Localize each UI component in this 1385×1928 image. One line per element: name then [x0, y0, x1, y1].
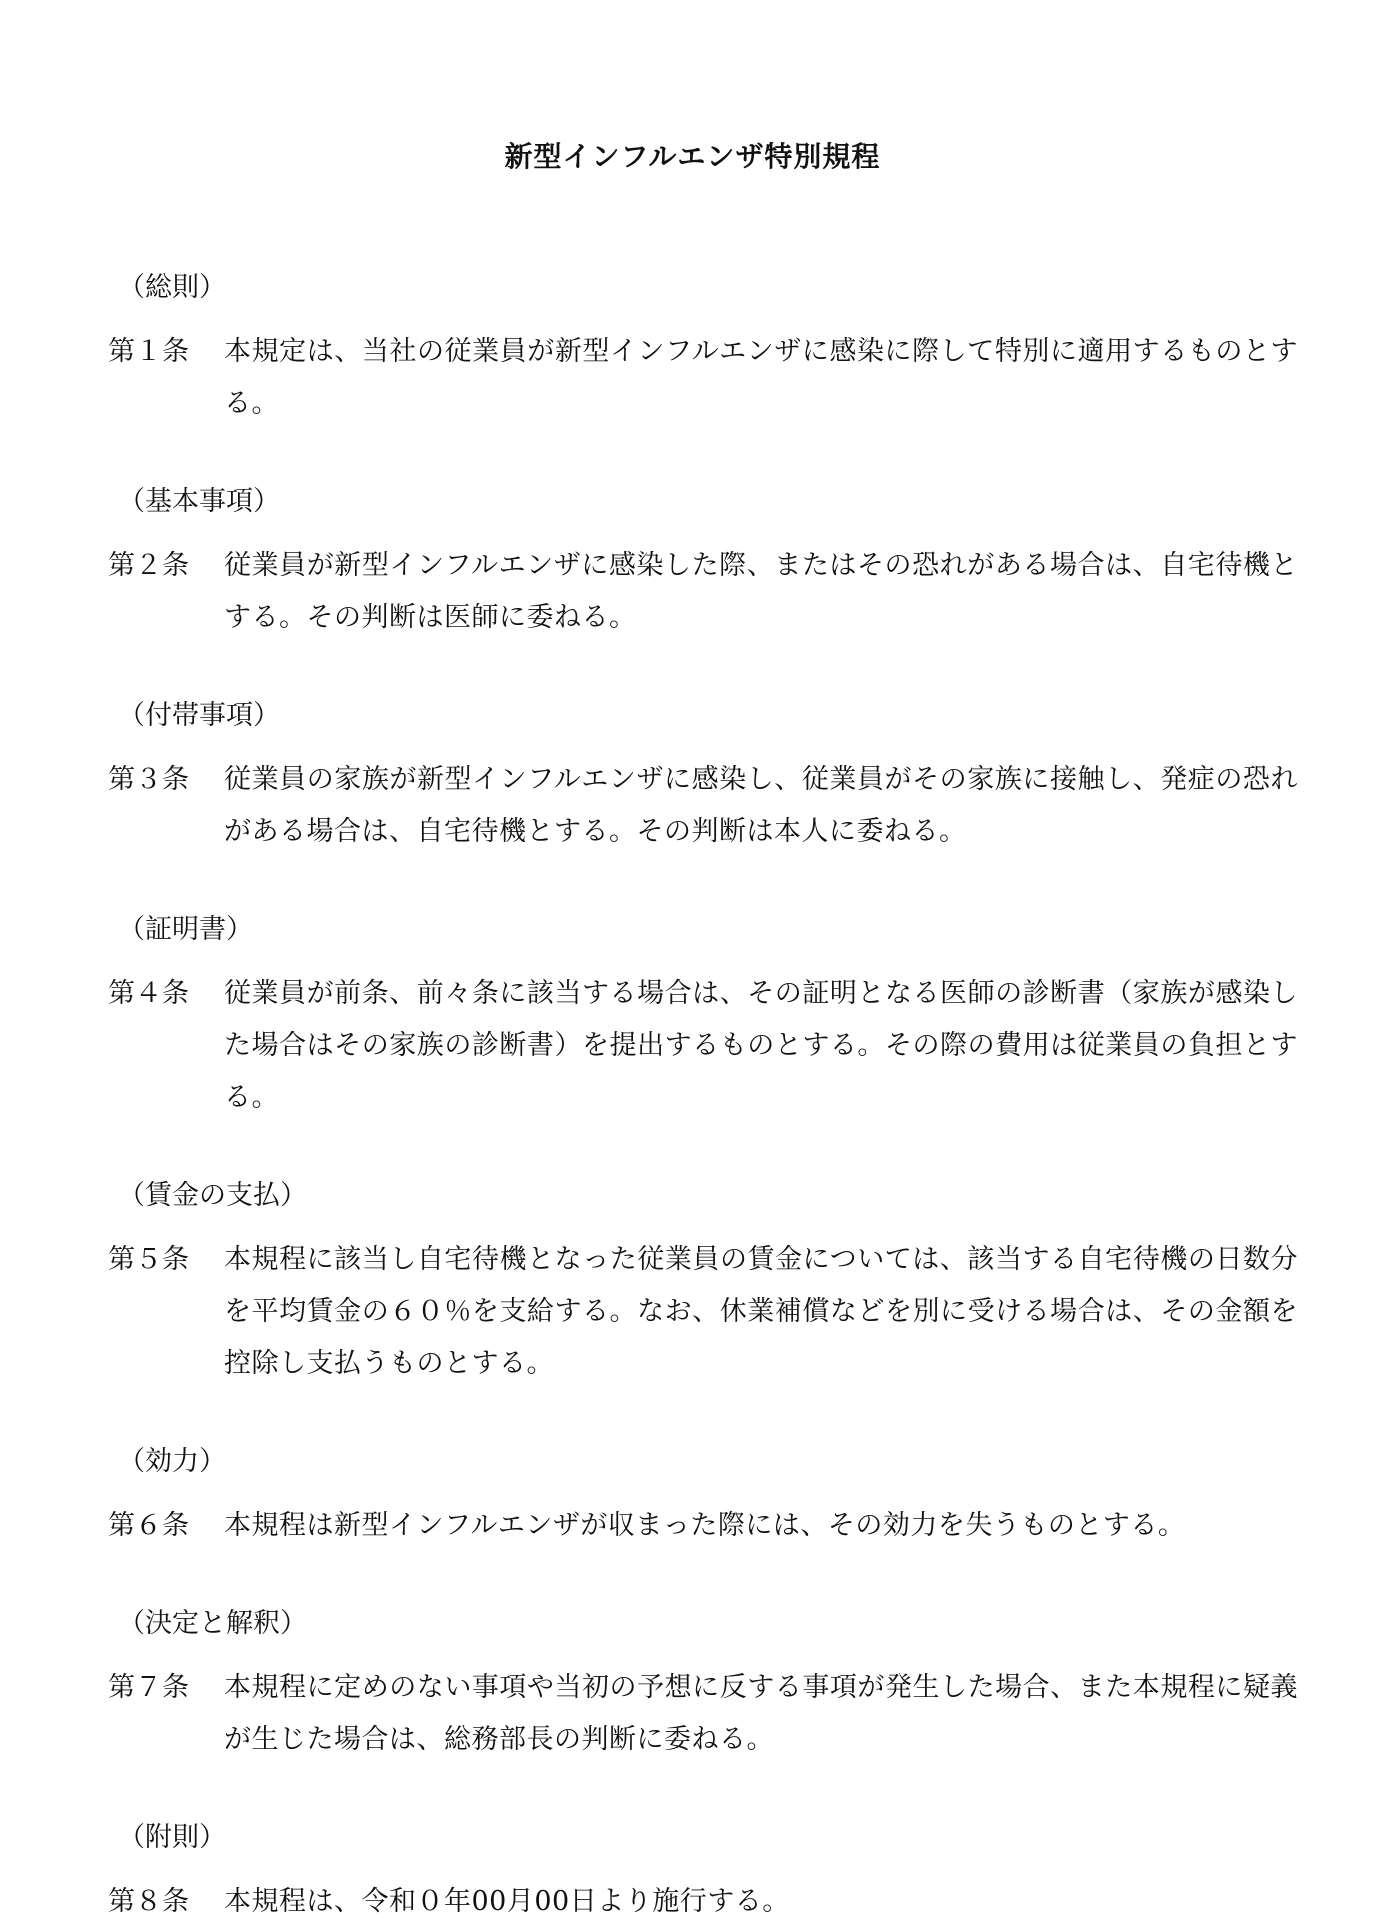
article-4 [108, 910, 1298, 1124]
article-text: 本規程に該当し自宅待機となった従業員の賃金については、該当する自宅待機の日数分を平均賃金の６０％を支給する。なお、休業補償などを別に受ける場合は、その金額を控除し支払うものとする。 [224, 1244, 1298, 1379]
article-number: 第７条 [108, 1672, 189, 1703]
article-clause [108, 1662, 1298, 1766]
article-number: 第１条 [108, 336, 189, 367]
article-clause [108, 754, 1298, 858]
article-list [108, 268, 1298, 1928]
article-clause [108, 540, 1298, 644]
article-heading: （付帯事項） [118, 700, 280, 731]
article-number: 第３条 [108, 764, 189, 795]
article-number: 第６条 [108, 1510, 189, 1541]
article-heading: （決定と解釈） [118, 1608, 307, 1639]
article-text: 従業員が前条、前々条に該当する場合は、その証明となる医師の診断書（家族が感染した場合はその家族の診断書）を提出するものとする。その際の費用は従業員の負担とする。 [224, 978, 1298, 1113]
article-heading: （効力） [118, 1446, 226, 1477]
article-3 [108, 696, 1298, 858]
article-heading: （総則） [118, 272, 226, 303]
article-text: 本規程は新型インフルエンザが収まった際には、その効力を失うものとする。 [224, 1510, 1186, 1541]
article-8 [108, 1818, 1298, 1928]
document-title: 新型インフルエンザ特別規程 [504, 139, 881, 173]
article-clause [108, 326, 1298, 430]
article-7 [108, 1604, 1298, 1766]
article-heading: （附則） [118, 1822, 226, 1853]
article-2 [108, 482, 1298, 644]
article-text: 従業員の家族が新型インフルエンザに感染し、従業員がその家族に接触し、発症の恐れがある場合は、自宅待機とする。その判断は本人に委ねる。 [224, 764, 1298, 847]
article-6 [108, 1442, 1298, 1552]
article-spacing [108, 1766, 1298, 1818]
article-spacing [108, 1390, 1298, 1442]
article-heading: （証明書） [118, 914, 253, 945]
article-number: 第５条 [108, 1244, 189, 1275]
article-text: 本規程に定めのない事項や当初の予想に反する事項が発生した場合、また本規程に疑義が生じた場合は、総務部長の判断に委ねる。 [224, 1672, 1298, 1755]
article-5 [108, 1176, 1298, 1390]
article-number: 第４条 [108, 978, 189, 1009]
article-1 [108, 268, 1298, 430]
article-spacing [108, 644, 1298, 696]
article-clause [108, 968, 1298, 1124]
article-spacing [108, 1552, 1298, 1604]
article-clause [108, 1500, 1298, 1552]
article-text: 本規程は、令和０年00月00日より施行する。 [224, 1886, 790, 1917]
article-heading: （賃金の支払） [118, 1180, 307, 1211]
article-spacing [108, 430, 1298, 482]
article-clause [108, 1234, 1298, 1390]
article-number: 第８条 [108, 1886, 189, 1917]
article-clause [108, 1876, 1298, 1928]
article-spacing [108, 1124, 1298, 1176]
article-spacing [108, 858, 1298, 910]
article-heading: （基本事項） [118, 486, 280, 517]
article-text: 従業員が新型インフルエンザに感染した際、またはその恐れがある場合は、自宅待機とする。その判断は医師に委ねる。 [224, 550, 1298, 633]
article-number: 第２条 [108, 550, 189, 581]
article-text: 本規定は、当社の従業員が新型インフルエンザに感染に際して特別に適用するものとする。 [224, 336, 1298, 419]
